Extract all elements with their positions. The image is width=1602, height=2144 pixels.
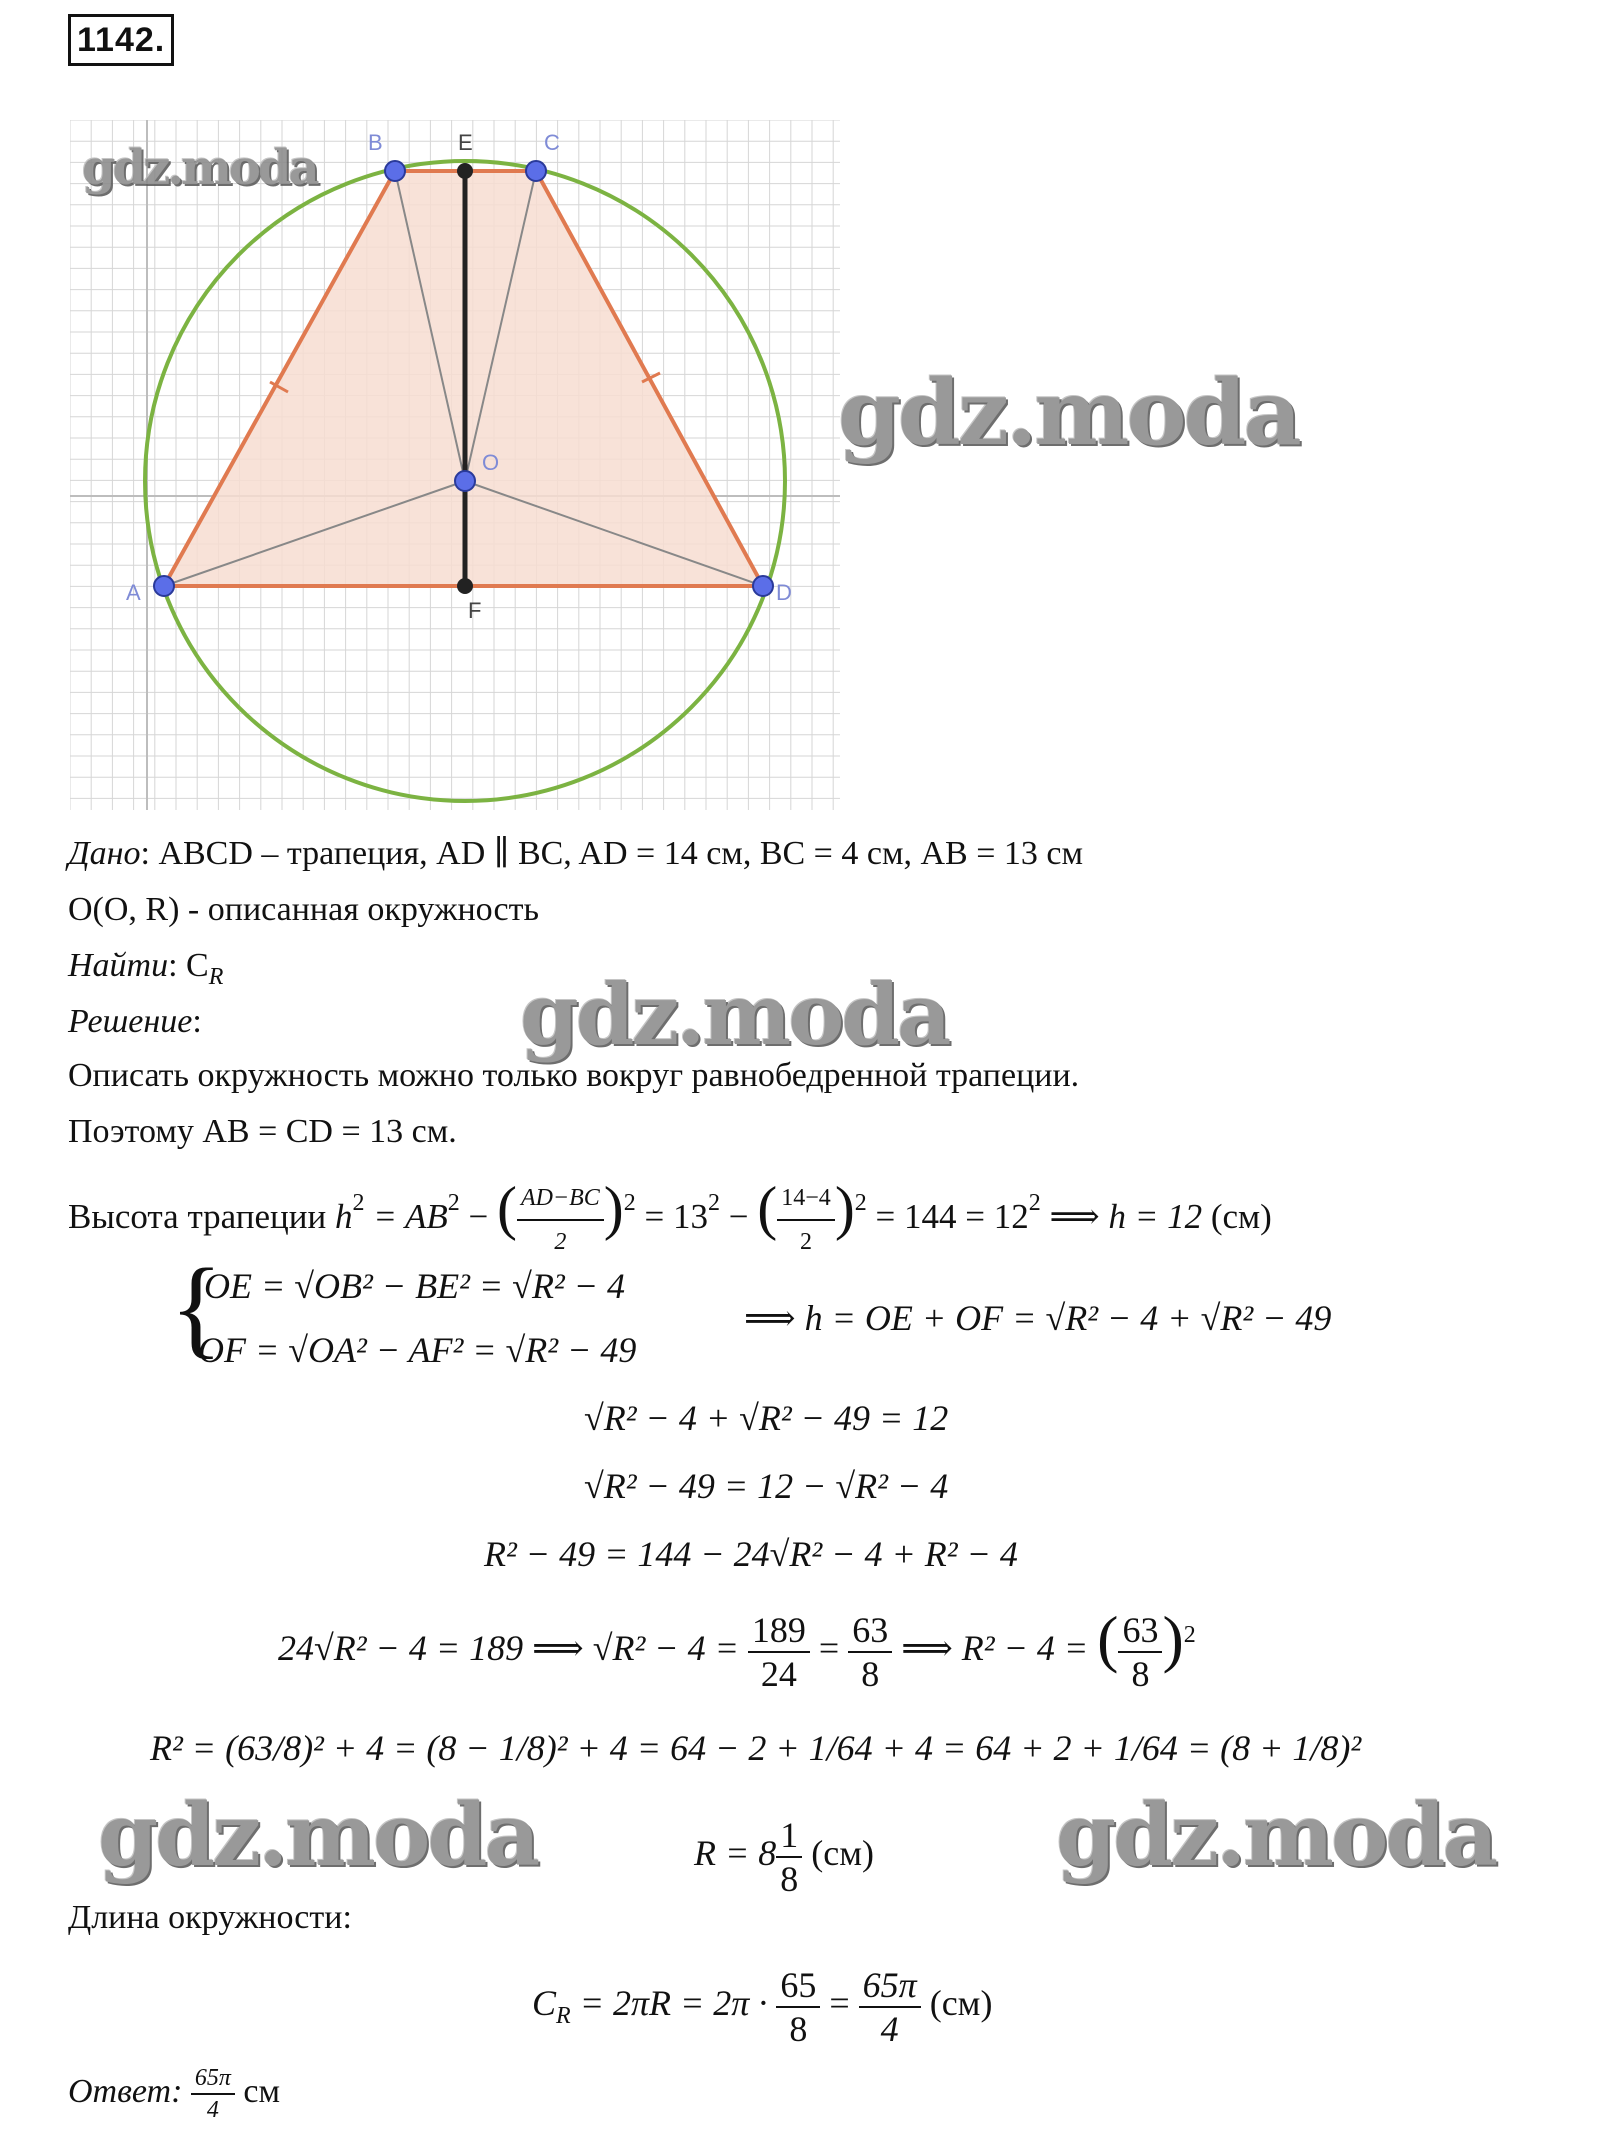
label-e: E bbox=[458, 130, 473, 155]
label-o: O bbox=[482, 450, 500, 475]
circle-line: O(O, R) - описанная окружность bbox=[68, 891, 539, 928]
equation-e: R² = (63/8)² + 4 = (8 − 1/8)² + 4 = 64 − 2 + 1/64 + 4 = 64 + 2 + 1/64 = (8 + 1/8)² bbox=[150, 1728, 1362, 1768]
solution-label: Решение bbox=[68, 1003, 193, 1040]
answer-line: Ответ: $\frac{65\pi}{4}$ см bbox=[68, 2065, 281, 2124]
system-of: OF = √OA² − AF² = √R² − 49 bbox=[198, 1330, 637, 1370]
watermark-right: gdz.moda bbox=[838, 360, 1299, 466]
statement-line-2: Поэтому AB = CD = 13 см. bbox=[68, 1113, 457, 1150]
label-b: B bbox=[368, 130, 383, 155]
radius-result: R = 8 $\frac{1}{8}$ (см) bbox=[694, 1814, 875, 1899]
label-d: D bbox=[776, 580, 792, 605]
point-b bbox=[385, 161, 405, 181]
point-f bbox=[457, 578, 473, 594]
answer-label: Ответ: bbox=[68, 2073, 183, 2110]
point-d bbox=[753, 576, 773, 596]
watermark-diagram: gdz.moda bbox=[82, 140, 317, 196]
length-label: Длина окружности: bbox=[68, 1899, 352, 1936]
given-body: : ABCD – трапеция, AD ∥ BC, AD = 14 см, BC = 4 см, AB = 13 см bbox=[140, 835, 1083, 872]
problem-number: 1142. bbox=[68, 14, 174, 66]
height-equation: Высота трапеции $h^2 = AB^2$ − ( $\frac{AD-BC}{2}$ )$^2 = 13^2$ − ( $\frac{14-4}{2}$ )$^2 = 144 = 12^2$ ⟹ h = 12 (см) bbox=[68, 1175, 1272, 1255]
given-label: Дано bbox=[68, 835, 141, 872]
equation-b: √R² − 49 = 12 − √R² − 4 bbox=[584, 1466, 949, 1506]
label-c: C bbox=[544, 130, 560, 155]
label-a: A bbox=[126, 580, 141, 605]
equation-c: R² − 49 = 144 − 24√R² − 4 + R² − 4 bbox=[484, 1534, 1018, 1574]
point-o bbox=[455, 471, 475, 491]
point-a bbox=[154, 576, 174, 596]
height-intro: Высота трапеции bbox=[68, 1197, 327, 1236]
given-line bbox=[68, 832, 1083, 876]
watermark-bottom-left: gdz.moda bbox=[98, 1785, 538, 1886]
find-body: : C bbox=[168, 947, 209, 984]
point-e bbox=[457, 163, 473, 179]
solution-line bbox=[68, 1000, 202, 1044]
watermark-bottom-right: gdz.moda bbox=[1056, 1785, 1496, 1886]
statement-line-1: Описать окружность можно только вокруг равнобедренной трапеции. bbox=[68, 1057, 1080, 1094]
find-line bbox=[68, 944, 223, 999]
watermark-middle: gdz.moda bbox=[520, 965, 949, 1064]
point-c bbox=[526, 161, 546, 181]
circumference-equation: $C_R = 2\pi R = 2\pi$ · $\frac{65}{8}$ = $\frac{65\pi}{4}$ (см) bbox=[532, 1964, 993, 2049]
find-sub: R bbox=[208, 963, 224, 990]
solution-colon: : bbox=[192, 1003, 202, 1040]
equation-a: √R² − 4 + √R² − 49 = 12 bbox=[584, 1398, 949, 1438]
system-brace: { bbox=[170, 1246, 223, 1368]
system-result: ⟹ h = OE + OF = √R² − 4 + √R² − 49 bbox=[744, 1298, 1332, 1338]
geometry-diagram bbox=[70, 120, 840, 820]
find-label: Найти bbox=[68, 947, 169, 984]
equation-d: 24√R² − 4 = 189 ⟹ √R² − 4 = $\frac{189}{24}$ = $\frac{63}{8}$ ⟹ R² − 4 = ( $\frac{63}{8}$ )$^2$ bbox=[278, 1603, 1196, 1694]
system-oe: OE = √OB² − BE² = √R² − 4 bbox=[204, 1266, 626, 1306]
answer-unit: см bbox=[243, 2073, 281, 2110]
label-f: F bbox=[468, 598, 482, 623]
